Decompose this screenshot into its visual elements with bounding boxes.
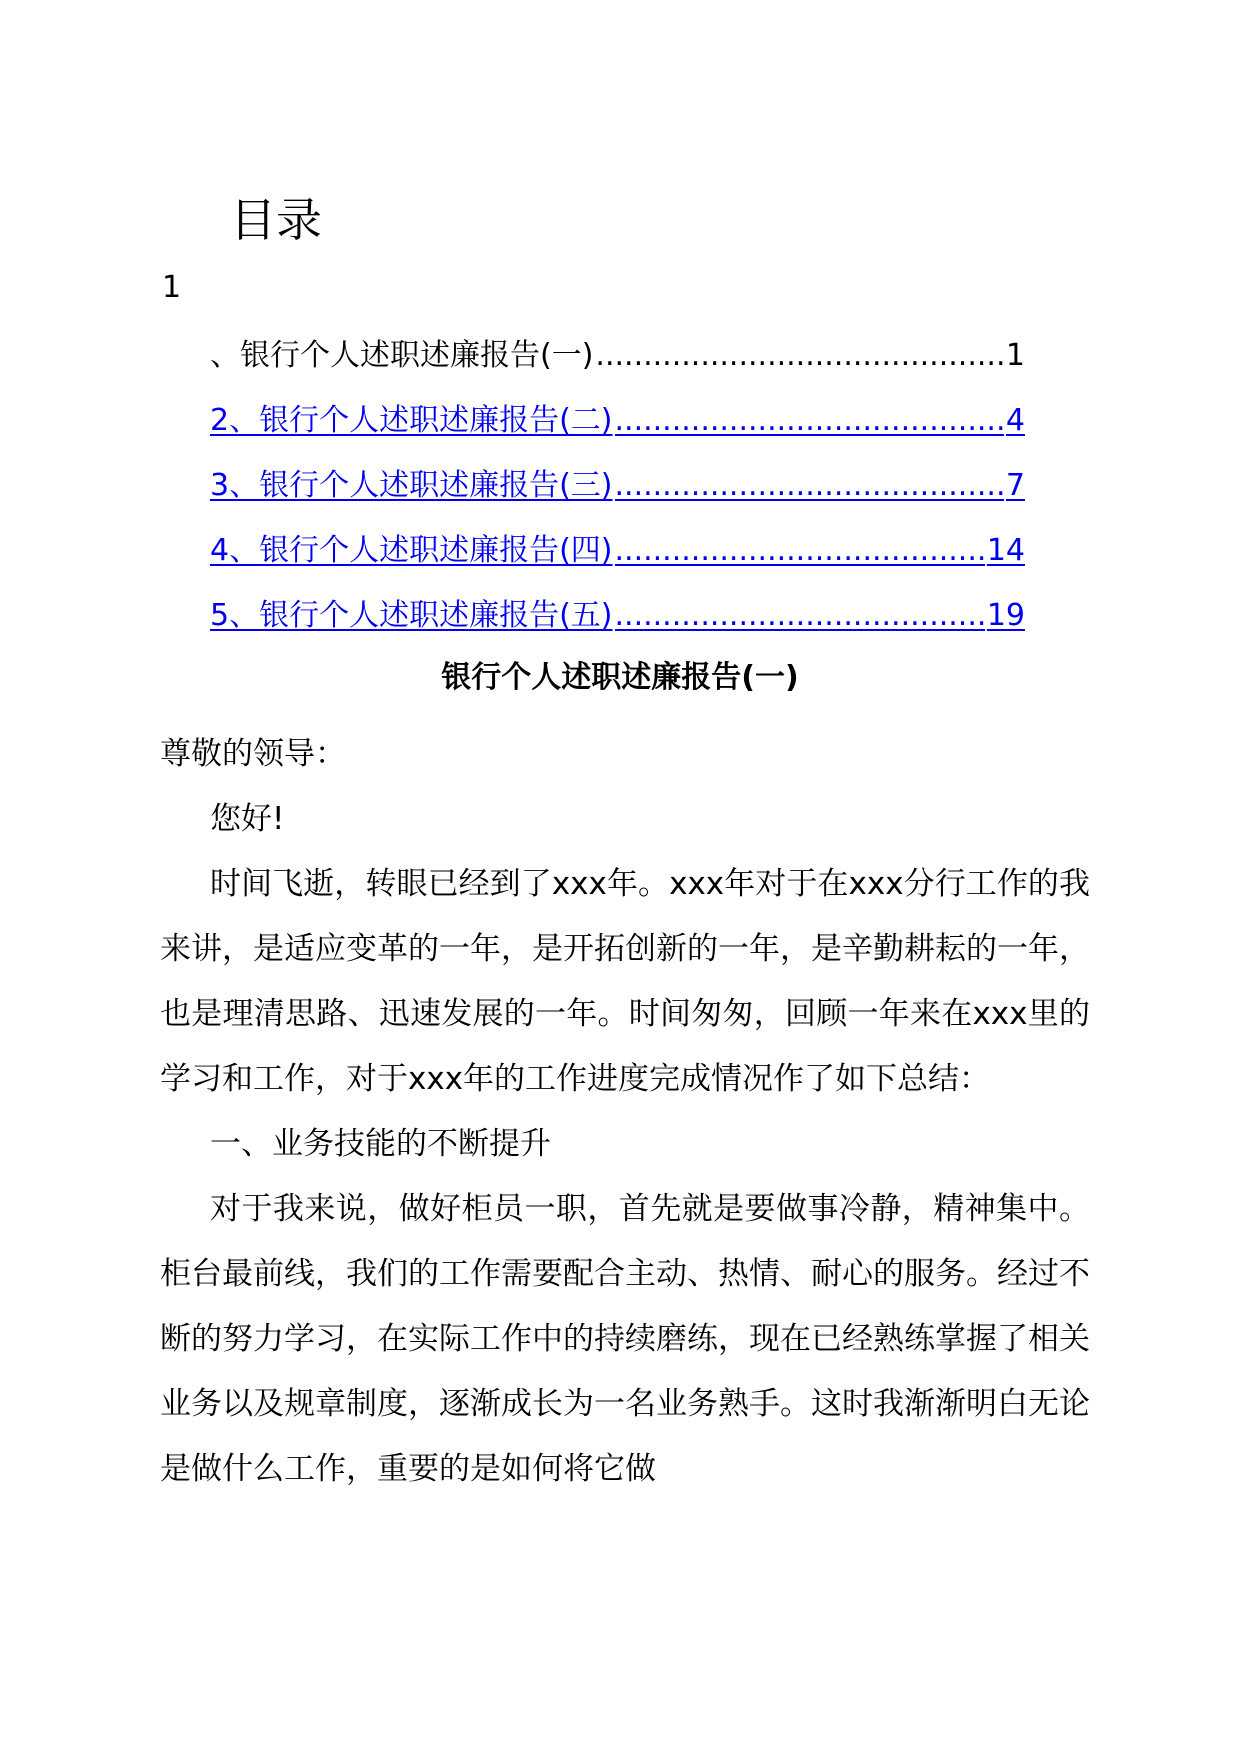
table-of-contents — [210, 336, 1025, 661]
section-heading: 一、业务技能的不断提升 — [210, 1126, 551, 1162]
toc-leader-dots — [615, 466, 1004, 506]
toc-entry-page: 14 — [986, 533, 1025, 568]
toc-entry-page: 4 — [1005, 403, 1025, 438]
toc-leader-dots — [595, 336, 1003, 376]
toc-entry-5[interactable] — [210, 596, 1025, 661]
toc-leader-dots — [615, 531, 985, 571]
body-paragraph: 对于我来说，做好柜员一职，首先就是要做事冷静，精神集中。柜台最前线，我们的工作需要配合主动、热情、耐心的服务。经过不断的努力学习，在实际工作中的持续磨练，现在已经熟练掌握了相关业务以及规章制度，逐渐成长为一名业务熟手。这时我渐渐明白无论是做什么工作，重要的是如何将它做 — [160, 1191, 1090, 1487]
toc-entry-page: 19 — [986, 598, 1025, 633]
toc-entry-3[interactable] — [210, 466, 1025, 531]
toc-entry-1[interactable] — [210, 336, 1025, 401]
toc-entry-label: 2、银行个人述职述廉报告(二) — [210, 403, 613, 438]
document-heading: 银行个人述职述廉报告(一) — [441, 660, 799, 695]
toc-leader-dots — [615, 596, 985, 636]
toc-orphan-number: 1 — [162, 270, 182, 305]
toc-entry-label: 5、银行个人述职述廉报告(五) — [210, 598, 613, 633]
toc-entry-page: 7 — [1005, 468, 1025, 503]
toc-leader-dots — [615, 401, 1004, 441]
toc-entry-4[interactable] — [210, 531, 1025, 596]
greeting: 您好! — [210, 801, 285, 837]
toc-title: 目录 — [230, 193, 322, 247]
body-paragraph: 时间飞逝，转眼已经到了xxx年。xxx年对于在xxx分行工作的我来讲，是适应变革的一年，是开拓创新的一年，是辛勤耕耘的一年，也是理清思路、迅速发展的一年。时间匆匆，回顾一年来在xxx里的学习和工作，对于xxx年的工作进度完成情况作了如下总结： — [160, 866, 1090, 1097]
toc-entry-label: 4、银行个人述职述廉报告(四) — [210, 533, 613, 568]
toc-entry-page: 1 — [1005, 338, 1025, 373]
toc-entry-2[interactable] — [210, 401, 1025, 466]
salutation: 尊敬的领导： — [160, 736, 346, 772]
toc-entry-label: 、银行个人述职述廉报告(一) — [210, 338, 594, 373]
document-body — [160, 722, 1090, 1502]
toc-entry-label: 3、银行个人述职述廉报告(三) — [210, 468, 613, 503]
